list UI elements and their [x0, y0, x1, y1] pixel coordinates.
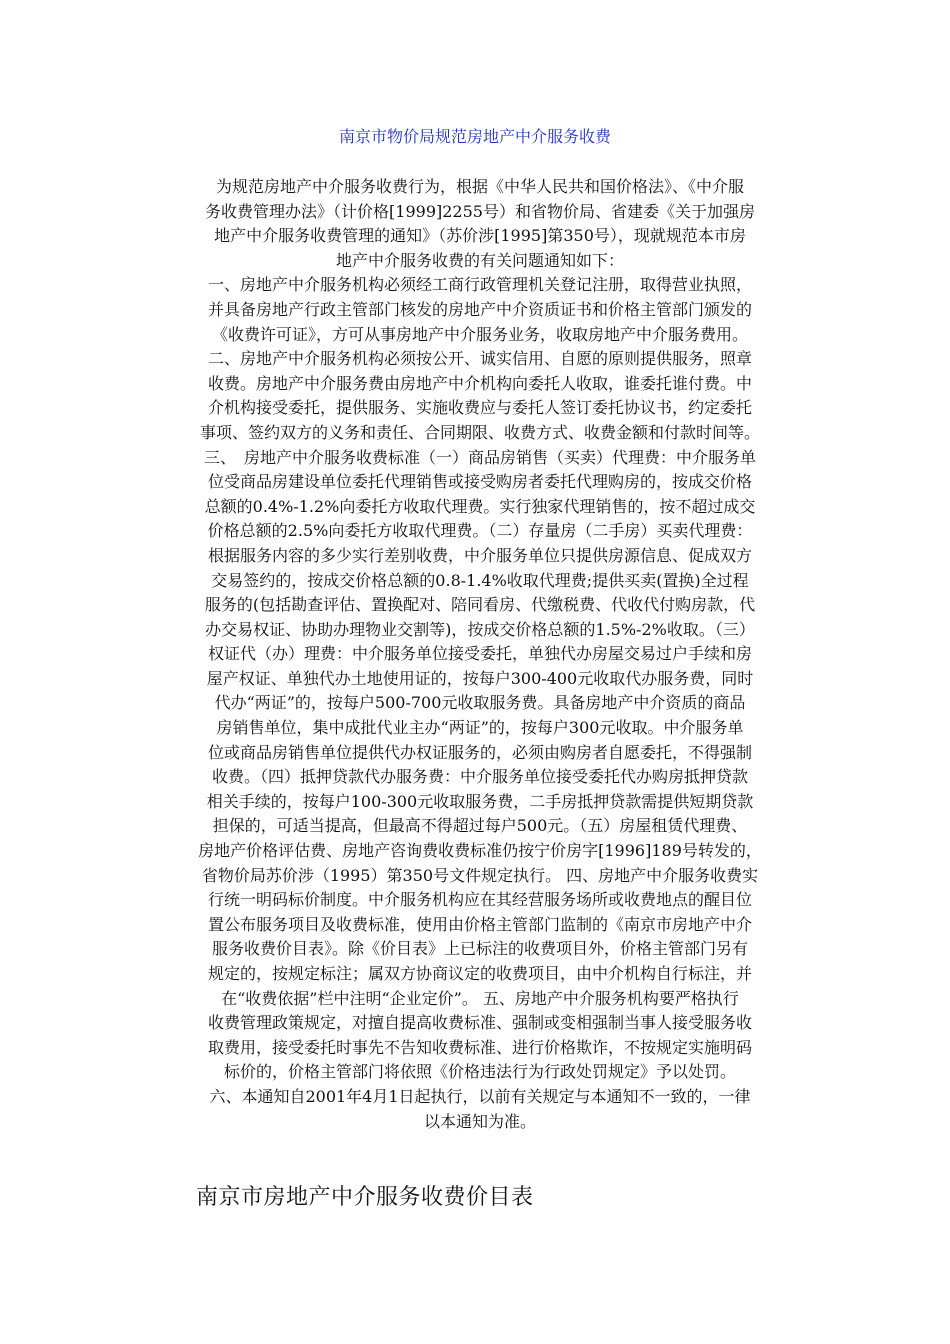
- body-line: 务收费管理办法》（计价格[1999]2255号）和省物价局、省建委《关于加强房: [205, 201, 755, 221]
- body-line: 总额的0.4%-1.2%向委托方收取代理费。实行独家代理销售的，按不超过成交: [204, 496, 756, 516]
- body-line: 根据服务内容的多少实行差别收费，中介服务单位只提供房源信息、促成双方: [207, 545, 752, 565]
- body-line: 服务收费价目表》。除《价目表》上已标注的收费项目外，价格主管部门另有: [211, 939, 748, 959]
- body-line: 屋产权证、单独代办土地使用证的，按每户300-400元收取代办服务费，同时: [206, 668, 754, 688]
- body-line: 收费。（四）抵押贷款代办服务费：中介服务单位接受委托代办购房抵押贷款: [211, 767, 748, 787]
- body-line: 行统一明码标价制度。中介服务机构应在其经营服务场所或收费地点的醒目位: [207, 890, 752, 910]
- body-line: 一、房地产中介服务机构必须经工商行政管理机关登记注册，取得营业执照，: [207, 275, 752, 295]
- body-line: 交易签约的，按成交价格总额的0.8-1.4%收取代理费;提供买卖(置换)全过程: [211, 570, 749, 590]
- body-line: 服务的(包括勘查评估、置换配对、陪同看房、代缴税费、代收代付购房款，代: [204, 595, 756, 615]
- body-line: 位受商品房建设单位委托代理销售或接受购房者委托代理购房的，按成交价格: [207, 472, 752, 492]
- body-line: 相关手续的，按每户100-300元收取服务费，二手房抵押贷款需提供短期贷款: [206, 791, 754, 811]
- body-line: 价格总额的2.5%向委托方收取代理费。（二）存量房（二手房）买卖代理费：: [207, 521, 753, 541]
- body-line: 并具备房地产行政主管部门核发的房地产中介资质证书和价格主管部门颁发的: [207, 299, 752, 319]
- body-line: 收费。房地产中介服务费由房地产中介机构向委托人收取，谁委托谁付费。中: [207, 373, 752, 393]
- body-line: 地产中介服务收费管理的通知》（苏价涉[1995]第350号），现就规范本市房: [214, 226, 746, 246]
- body-line: 地产中介服务收费的有关问题通知如下：: [335, 250, 624, 270]
- body-line: 在“收费依据”栏中注明“企业定价”。 五、房地产中介服务机构要严格执行: [221, 988, 739, 1008]
- body-line: 六、本通知自2001年4月1日起执行，以前有关规定与本通知不一致的，一律: [209, 1086, 751, 1106]
- body-line: 标价的，价格主管部门将依照《价格违法行为行政处罚规定》予以处罚。: [223, 1062, 736, 1082]
- body-line: 为规范房地产中介服务收费行为，根据《中华人民共和国价格法》、《中介服: [215, 177, 744, 196]
- document-title: 南京市物价局规范房地产中介服务收费: [338, 127, 611, 146]
- body-line: 规定的，按规定标注；属双方协商议定的收费项目，由中介机构自行标注，并: [207, 964, 752, 983]
- body-line: 房销售单位，集中成批代业主办“两证”的，按每户300元收取。中介服务单: [216, 718, 744, 738]
- body-line: 担保的，可适当提高，但最高不得超过每户500元。（五）房屋租赁代理费、: [212, 816, 748, 836]
- body-line: 置公布服务项目及收费标准，使用由价格主管部门监制的《南京市房地产中介: [207, 914, 752, 934]
- body-line: 三、 房地产中介服务收费标准（一）商品房销售（买卖）代理费：中介服务单: [203, 447, 756, 467]
- body-line: 位或商品房销售单位提供代办权证服务的，必须由购房者自愿委托，不得强制: [207, 742, 752, 762]
- body-line: 收费管理政策规定，对擅自提高收费标准、强制或变相强制当事人接受服务收: [207, 1013, 752, 1033]
- body-line: 《收费许可证》，方可从事房地产中介服务业务，收取房地产中介服务费用。: [211, 324, 748, 344]
- body-line: 二、房地产中介服务机构必须按公开、诚实信用、自愿的原则提供服务，照章: [207, 349, 752, 369]
- body-line: 取费用，接受委托时事先不告知收费标准、进行价格欺诈，不按规定实施明码: [207, 1037, 752, 1057]
- notice-body: [140, 175, 820, 1134]
- body-line: 房地产价格评估费、房地产咨询费收费标准仍按宁价房字[1996]189号转发的，: [198, 841, 762, 861]
- body-line: 介机构接受委托，提供服务、实施收费应与委托人签订委托协议书，约定委托: [207, 398, 752, 418]
- body-line: 事项、签约双方的义务和责任、合同期限、收费方式、收费金额和付款时间等。: [199, 422, 760, 442]
- body-line: 以本通知为准。: [423, 1111, 536, 1131]
- body-line: 权证代（办）理费：中介服务单位接受委托，单独代办房屋交易过户手续和房: [207, 644, 752, 664]
- body-line: 代办“两证”的，按每户500-700元收取服务费。具备房地产中介资质的商品: [214, 693, 746, 713]
- body-line: 省物价局苏价涉（1995）第350号文件规定执行。 四、房地产中介服务收费实: [201, 865, 759, 885]
- body-line: 办交易权证、协助办理物业交割等)，按成交价格总额的1.5%-2%收取。（三）: [205, 619, 755, 639]
- price-table-heading: 南京市房地产中介服务收费价目表: [196, 1185, 534, 1210]
